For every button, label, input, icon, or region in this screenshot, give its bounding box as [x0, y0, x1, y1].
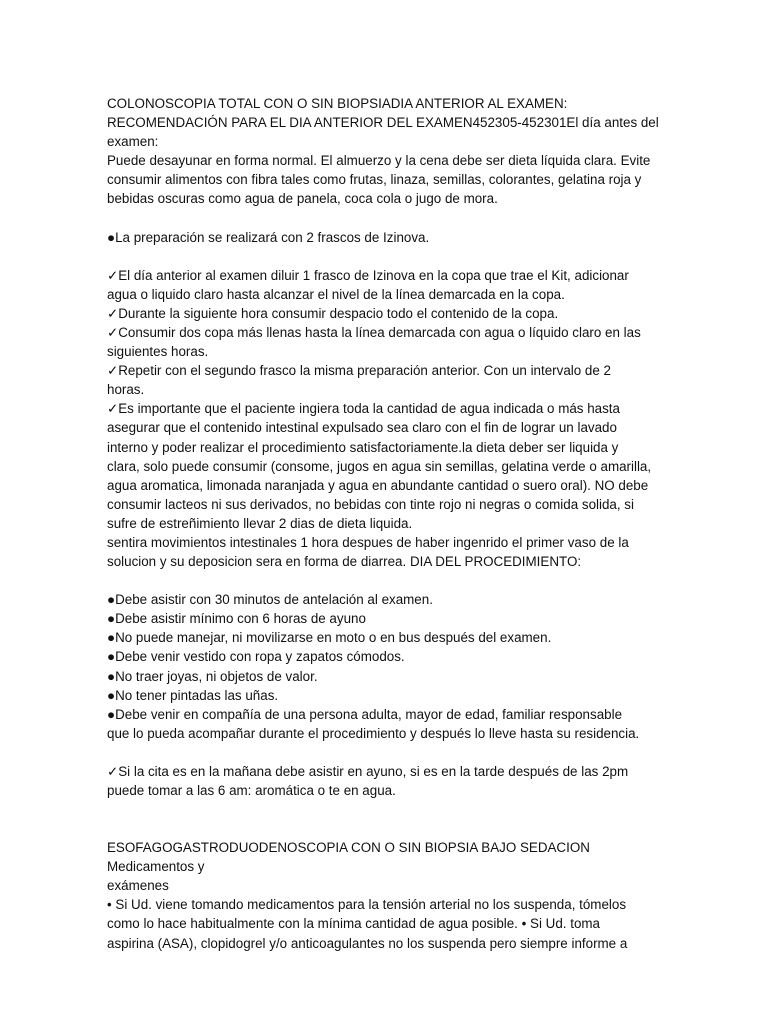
text-line: interno y poder realizar el procedimiento satisfactoriamente.la dieta deber ser liquida y — [107, 439, 619, 455]
text-line: Puede desayunar en forma normal. El almuerzo y la cena debe ser dieta líquida clara. Evite — [107, 153, 651, 169]
doc-heading: COLONOSCOPIA TOTAL CON O SIN BIOPSIADIA ANTERIOR AL EXAMEN: — [107, 96, 568, 111]
text-line: aspirina (ASA), clopidogrel y/o anticoagulantes no los suspenda pero siempre informe a — [107, 935, 628, 951]
day-before-instructions — [107, 266, 664, 572]
text-line: sufre de estreñimiento llevar 2 dias de dieta liquida. — [107, 515, 413, 531]
spacer — [107, 209, 664, 228]
list-item: ●Debe venir vestido con ropa y zapatos cómodos. — [107, 649, 405, 665]
text-line: consumir lacteos ni sus derivados, no bebidas con tinte rojo ni negras o comida solida, si — [107, 496, 634, 512]
text-line: siguientes horas. — [107, 344, 209, 360]
list-item: ●Debe venir en compañía de una persona adulta, mayor de edad, familiar responsable — [107, 706, 623, 722]
text-line: ✓Consumir dos copa más llenas hasta la línea demarcada con agua o líquido claro en las — [107, 324, 641, 340]
text-line: RECOMENDACIÓN PARA EL DIA ANTERIOR DEL EXAMEN452305-452301El día antes del — [107, 115, 659, 131]
procedure-day-list — [107, 590, 664, 743]
text-line: examen: — [107, 134, 159, 150]
list-item: ●No puede manejar, ni movilizarse en moto o en bus después del examen. — [107, 630, 552, 646]
spacer — [107, 800, 664, 838]
list-item: ●Debe asistir mínimo con 6 horas de ayuno — [107, 611, 366, 627]
text-line: horas. — [107, 382, 145, 398]
text-line: agua aromatica, limonada naranjada y agua en abundante cantidad o suero oral). NO debe — [107, 477, 649, 493]
preparation-note: ●La preparación se realizará con 2 frascos de Izinova. — [107, 229, 430, 245]
text-line: consumir alimentos con fibra tales como frutas, linaza, semillas, colorantes, gelatina roja y — [107, 172, 642, 188]
list-item: ●Debe asistir con 30 minutos de antelación al examen. — [107, 592, 433, 608]
text-line: exámenes — [107, 878, 169, 894]
list-item: ●No tener pintadas las uñas. — [107, 687, 279, 703]
colonoscopy-intro — [107, 94, 664, 209]
text-line: • Si Ud. viene tomando medicamentos para la tensión arterial no los suspenda, tómelos — [107, 897, 627, 913]
text-line: agua o liquido claro hasta alcanzar el nivel de la línea demarcada en la copa. — [107, 286, 565, 302]
text-line: puede tomar a las 6 am: aromática o te en agua. — [107, 783, 396, 798]
text-line: solucion y su deposicion sera en forma de diarrea. DIA DEL PROCEDIMIENTO: — [107, 554, 582, 570]
text-line: clara, solo puede consumir (consome, jugos en agua sin semillas, gelatina verde o amarilla, — [107, 458, 652, 474]
text-line: ✓Es importante que el paciente ingiera toda la cantidad de agua indicada o más hasta — [107, 401, 620, 417]
section-heading: ESOFAGOGASTRODUODENOSCOPIA CON O SIN BIOPSIA BAJO SEDACION Medicamentos y — [107, 840, 598, 875]
text-line: asegurar que el contenido intestinal expulsado sea claro con el fin de lograr un lavado — [107, 420, 617, 436]
text-line: ✓Durante la siguiente hora consumir despacio todo el contenido de la copa. — [107, 305, 559, 321]
appointment-time-note — [107, 762, 664, 800]
text-line: como lo hace habitualmente con la mínima cantidad de agua posible. • Si Ud. toma — [107, 916, 600, 932]
endoscopy-section — [107, 838, 664, 953]
spacer — [107, 571, 664, 590]
spacer — [107, 247, 664, 266]
list-item: ●No traer joyas, ni objetos de valor. — [107, 668, 318, 684]
text-line: bebidas oscuras como agua de panela, coca cola o jugo de mora. — [107, 191, 498, 207]
text-line: ✓Si la cita es en la mañana debe asistir en ayuno, si es en la tarde después de las 2pm — [107, 763, 629, 779]
text-line: ✓El día anterior al examen diluir 1 frasco de Izinova en la copa que trae el Kit, adicionar — [107, 267, 629, 283]
text-line: ✓Repetir con el segundo frasco la misma preparación anterior. Con un intervalo de 2 — [107, 363, 611, 379]
text-line: que lo pueda acompañar durante el procedimiento y después lo lleve hasta su residencia. — [107, 725, 640, 741]
spacer — [107, 743, 664, 762]
text-line: sentira movimientos intestinales 1 hora despues de haber ingenrido el primer vaso de la — [107, 534, 629, 550]
